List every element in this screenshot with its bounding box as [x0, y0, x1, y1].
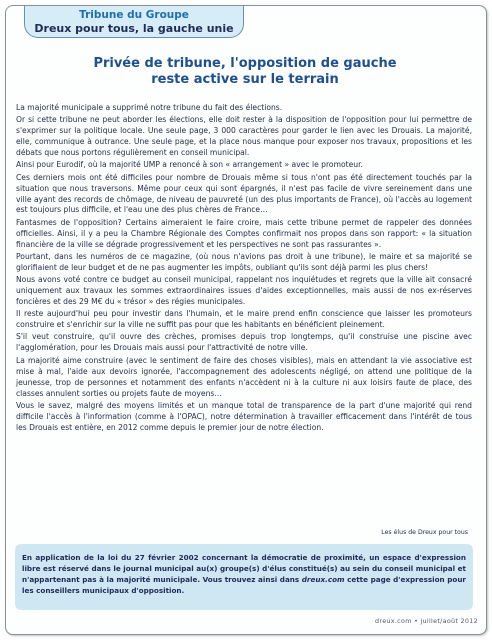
article-title-line-1: Privée de tribune, l'opposition de gauche	[93, 56, 397, 71]
paragraph: Vous le savez, malgré des moyens limités et un manque total de transparence de la part d'une majorité qui rend difficile l'accès à l'information (comme à l'OPAC), notre détermination à travailler efficacement dans l'intérêt de tous les Drouais est entière, en 2012 comme depuis le premier jour de notre élection.	[16, 400, 472, 432]
header-tab	[24, 6, 244, 38]
legal-text-start: En application de la loi du 27 février 2002 concernant la démocratie de proximité, un espace d'expression libre est réservé dans le journal municipal au(x) groupe(s) d'élus constitué(s) au sein du conseil municipal et n'appartenant pas à la majorité municipale. Vous trouvez ainsi dans	[22, 553, 466, 584]
paragraph: La majorité municipale a supprimé notre tribune du fait des élections.	[16, 103, 283, 112]
article-title-line-2: reste active sur le terrain	[151, 72, 339, 87]
paragraph: Nous avons voté contre ce budget au conseil municipal, rappelant nos inquiétudes et regrets que la ville ait consacré uniquement aux travaux les sommes extraordinaires issues d'aides exceptionnelles, mais aussi de nos ex-réserves foncières et des 29 M€ du « trésor » des régies municipales.	[16, 275, 472, 306]
paragraph: Pourtant, dans les numéros de ce magazine, (où nous n'avions pas droit à une tribune), le maire et sa majorité se glorifiaient de leur budget et de ne pas augmenter les impôts, oubliant qu'ils sont déjà parmi les plus chers!	[16, 251, 472, 272]
paragraph: S'il veut construire, qu'il ouvre des crèches, promises depuis trop longtemps, qu'il construise une piscine avec l'agglomération, pour les Drouais mais aussi pour l'attractivité de notre ville.	[16, 332, 472, 353]
section-title: Tribune du Groupe	[79, 9, 189, 21]
article-title	[20, 56, 470, 88]
group-name: Dreux pour tous, la gauche unie	[34, 22, 234, 35]
paragraph: La majorité aime construire (avec le sentiment de faire des choses visibles), mais en attendant la vie associative est mise à mal, l'aide aux devoirs ignorée, l'accompagnement des adolescents négligé, on attend une politique de la jeunesse, trop de personnes et notamment des enfants n'accèdent ni à la culture ni aux loisirs faute de place, des classes annulent sorties ou projets faute de moyens…	[16, 355, 472, 398]
legal-text-end: cette page d'expression pour les conseillers municipaux d'opposition.	[22, 575, 466, 595]
paragraph: Or si cette tribune ne peut aborder les élections, elle doit rester à la disposition de l'opposition pour lui permettre de s'exprimer sur la politique locale. Une seule page, 3 000 caractères pour garder le lien avec les Drouais. La majorité, elle, communique à outrance. Une seule page, et la place nous manque pour exposer nos travaux, propositions et les débats que nous portons régulièrement en conseil municipal.	[16, 115, 472, 158]
article-signature: Les élus de Dreux pour tous	[381, 529, 468, 536]
paragraph: Il reste aujourd'hui peu pour investir dans l'humain, et le maire prend enfin conscience que laisser les promoteurs construire et s'enrichir sur la ville ne suffit pas pour que les habitants en bénéficient pleinement.	[16, 309, 472, 330]
paragraph: Fantasmes de l'opposition? Certains aimeraient le faire croire, mais cette tribune permet de rappeler des données officielles. Ainsi, il y a peu la Chambre Régionale des Comptes confirmait nos propos dans son rapport: « la situation financière de la ville se dégrade progressivement et les perspectives ne sont pas rassurantes ».	[16, 217, 472, 249]
article-body	[16, 103, 472, 435]
paragraph: Ainsi pour Eurodif, où la majorité UMP a renoncé à son « arrangement » avec le promoteur.	[16, 160, 363, 170]
legal-notice-box	[15, 544, 473, 610]
paragraph: Ces derniers mois ont été difficiles pour nombre de Drouais même si tous n'ont pas été directement touchés par la situation que nous traversons. Même pour ceux qui sont épargnés, il n'est pas facile de vivre sereinement dans une ville ayant des records de chômage, de niveau de pauvreté (un des plus importants de France), où l'accès au logement est toujours plus difficile, et l'eau une des plus chères de France…	[16, 172, 472, 215]
legal-site-link: dreux.com	[301, 575, 345, 584]
legal-notice-text	[22, 552, 466, 596]
page-footer: dreux.com • juillet/août 2012	[375, 617, 478, 625]
